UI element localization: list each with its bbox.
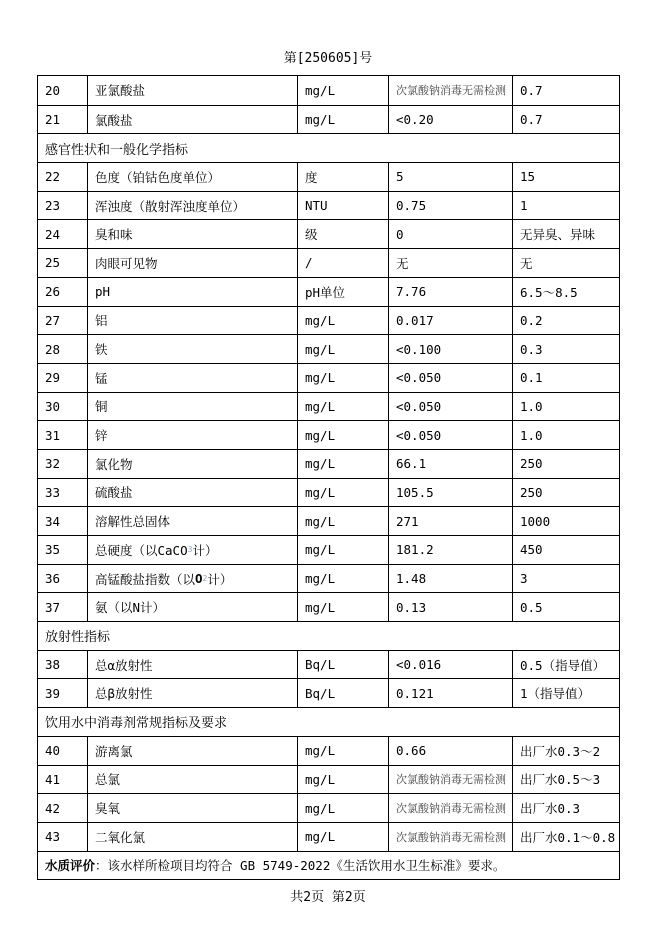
measured-value: 1.48 bbox=[388, 565, 512, 593]
evaluation-row bbox=[38, 851, 619, 880]
measured-value: 5 bbox=[388, 163, 512, 191]
unit-value: / bbox=[297, 249, 388, 277]
row-number: 28 bbox=[45, 341, 61, 357]
limit-value: 1 bbox=[512, 192, 619, 220]
item-name: 氯酸盐 bbox=[87, 106, 297, 134]
section-title: 感官性状和一般化学指标 bbox=[45, 142, 189, 158]
unit-value: NTU bbox=[297, 192, 388, 220]
row-number: 30 bbox=[45, 398, 61, 414]
item-name: 总α放射性 bbox=[87, 651, 297, 679]
row-number: 32 bbox=[45, 456, 61, 472]
item-name: 铝 bbox=[87, 307, 297, 335]
unit-value: mg/L bbox=[297, 76, 388, 105]
row-number: 36 bbox=[45, 571, 61, 587]
limit-value: 0.5 bbox=[512, 593, 619, 621]
row-number: 24 bbox=[45, 226, 61, 242]
limit-value: 3 bbox=[512, 565, 619, 593]
item-name: 臭和味 bbox=[87, 220, 297, 248]
page-footer: 共2页 第2页 bbox=[290, 890, 366, 905]
unit-value: 级 bbox=[297, 220, 388, 248]
measured-value: 0 bbox=[388, 220, 512, 248]
measured-value: 0.121 bbox=[388, 679, 512, 707]
item-name: 锰 bbox=[87, 364, 297, 392]
measured-value: <0.050 bbox=[388, 421, 512, 449]
limit-value: 0.1 bbox=[512, 364, 619, 392]
limit-value: 0.3 bbox=[512, 335, 619, 363]
limit-value: 无异臭、异味 bbox=[512, 220, 619, 248]
measured-value: 次氯酸钠消毒无需检测 bbox=[388, 766, 512, 794]
unit-value: mg/L bbox=[297, 364, 388, 392]
measured-value: 0.017 bbox=[388, 307, 512, 335]
doc-number: 第[250605]号 bbox=[283, 51, 373, 66]
measured-value: 181.2 bbox=[388, 536, 512, 564]
item-name: 锌 bbox=[87, 421, 297, 449]
table-row bbox=[38, 765, 619, 794]
row-number: 29 bbox=[45, 370, 61, 386]
row-number: 33 bbox=[45, 484, 61, 500]
unit-value: mg/L bbox=[297, 766, 388, 794]
unit-value: mg/L bbox=[297, 450, 388, 478]
measured-value: 7.76 bbox=[388, 278, 512, 306]
limit-value: 1.0 bbox=[512, 421, 619, 449]
unit-value: Bq/L bbox=[297, 651, 388, 679]
row-number: 39 bbox=[45, 685, 61, 701]
measured-value: 次氯酸钠消毒无需检测 bbox=[388, 823, 512, 851]
table-row bbox=[38, 592, 619, 621]
measured-value: <0.20 bbox=[388, 106, 512, 134]
section-header-row bbox=[38, 621, 619, 650]
item-name: 氯化物 bbox=[87, 450, 297, 478]
item-name: 铁 bbox=[87, 335, 297, 363]
limit-value: 无 bbox=[512, 249, 619, 277]
table-row bbox=[38, 650, 619, 679]
table-row bbox=[38, 363, 619, 392]
table-row bbox=[38, 334, 619, 363]
limit-value: 15 bbox=[512, 163, 619, 191]
measured-value: 271 bbox=[388, 507, 512, 535]
item-name: 色度（铂钴色度单位） bbox=[87, 163, 297, 191]
measured-value: <0.016 bbox=[388, 651, 512, 679]
unit-value: mg/L bbox=[297, 393, 388, 421]
measured-value: <0.050 bbox=[388, 393, 512, 421]
unit-value: mg/L bbox=[297, 536, 388, 564]
row-number: 26 bbox=[45, 284, 61, 300]
table-row bbox=[38, 277, 619, 306]
limit-value: 出厂水0.1～0.8 bbox=[512, 823, 619, 851]
measured-value: <0.100 bbox=[388, 335, 512, 363]
limit-value: 450 bbox=[512, 536, 619, 564]
row-number: 35 bbox=[45, 542, 61, 558]
item-name: 铜 bbox=[87, 393, 297, 421]
item-name: 高锰酸盐指数（以 O 2 计） bbox=[87, 565, 297, 593]
row-number: 31 bbox=[45, 427, 61, 443]
limit-value: 出厂水0.3～2 bbox=[512, 737, 619, 765]
row-number: 38 bbox=[45, 657, 61, 673]
table-row bbox=[38, 506, 619, 535]
row-number: 27 bbox=[45, 312, 61, 328]
item-name: 总硬度（以CaCO 3 计） bbox=[87, 536, 297, 564]
item-name: 浑浊度（散射浑浊度单位） bbox=[87, 192, 297, 220]
table-row bbox=[38, 478, 619, 507]
item-name: 亚氯酸盐 bbox=[87, 76, 297, 105]
table-row bbox=[38, 736, 619, 765]
evaluation-label: 水质评价 bbox=[45, 858, 96, 874]
item-name: 游离氯 bbox=[87, 737, 297, 765]
measured-value: 0.13 bbox=[388, 593, 512, 621]
row-number: 42 bbox=[45, 800, 61, 816]
measured-value: 0.66 bbox=[388, 737, 512, 765]
unit-value: mg/L bbox=[297, 307, 388, 335]
limit-value: 1（指导值） bbox=[512, 679, 619, 707]
section-header-row bbox=[38, 133, 619, 162]
limit-value: 0.7 bbox=[512, 76, 619, 105]
table-row bbox=[38, 793, 619, 822]
unit-value: pH单位 bbox=[297, 278, 388, 306]
measured-value: <0.050 bbox=[388, 364, 512, 392]
unit-value: mg/L bbox=[297, 507, 388, 535]
table-row bbox=[38, 822, 619, 851]
item-name: 二氧化氯 bbox=[87, 823, 297, 851]
section-title: 饮用水中消毒剂常规指标及要求 bbox=[45, 716, 228, 732]
limit-value: 出厂水0.5～3 bbox=[512, 766, 619, 794]
measured-value: 66.1 bbox=[388, 450, 512, 478]
item-name: 氨（以N计） bbox=[87, 593, 297, 621]
row-number: 25 bbox=[45, 255, 61, 271]
row-number: 20 bbox=[45, 82, 61, 98]
table-row bbox=[38, 449, 619, 478]
table-row bbox=[38, 76, 619, 105]
measured-value: 0.75 bbox=[388, 192, 512, 220]
unit-value: mg/L bbox=[297, 794, 388, 822]
measured-value: 次氯酸钠消毒无需检测 bbox=[388, 76, 512, 105]
measured-value: 次氯酸钠消毒无需检测 bbox=[388, 794, 512, 822]
table-row bbox=[38, 162, 619, 191]
unit-value: mg/L bbox=[297, 479, 388, 507]
item-name: 硫酸盐 bbox=[87, 479, 297, 507]
row-number: 34 bbox=[45, 513, 61, 529]
unit-value: mg/L bbox=[297, 106, 388, 134]
row-number: 21 bbox=[45, 112, 61, 128]
table-row bbox=[38, 306, 619, 335]
unit-value: mg/L bbox=[297, 335, 388, 363]
row-number: 40 bbox=[45, 743, 61, 759]
unit-value: mg/L bbox=[297, 593, 388, 621]
section-title: 放射性指标 bbox=[45, 630, 111, 646]
evaluation-text: ：该水样所检项目均符合 GB 5749-2022《生活饮用水卫生标准》要求。 bbox=[95, 858, 506, 874]
measured-value: 无 bbox=[388, 249, 512, 277]
section-header-row bbox=[38, 707, 619, 736]
row-number: 37 bbox=[45, 599, 61, 615]
unit-value: Bq/L bbox=[297, 679, 388, 707]
table-row bbox=[38, 191, 619, 220]
item-name: pH bbox=[87, 278, 297, 306]
item-name: 臭氧 bbox=[87, 794, 297, 822]
water-quality-table bbox=[37, 75, 620, 880]
unit-value: mg/L bbox=[297, 421, 388, 449]
table-row bbox=[38, 105, 619, 134]
row-number: 22 bbox=[45, 169, 61, 185]
item-name: 溶解性总固体 bbox=[87, 507, 297, 535]
table-row bbox=[38, 420, 619, 449]
limit-value: 1.0 bbox=[512, 393, 619, 421]
table-row bbox=[38, 564, 619, 593]
limit-value: 250 bbox=[512, 479, 619, 507]
limit-value: 6.5～8.5 bbox=[512, 278, 619, 306]
table-row bbox=[38, 678, 619, 707]
unit-value: mg/L bbox=[297, 823, 388, 851]
table-row bbox=[38, 248, 619, 277]
limit-value: 0.7 bbox=[512, 106, 619, 134]
limit-value: 250 bbox=[512, 450, 619, 478]
table-row bbox=[38, 219, 619, 248]
table-row bbox=[38, 535, 619, 564]
item-name: 肉眼可见物 bbox=[87, 249, 297, 277]
item-name: 总β放射性 bbox=[87, 679, 297, 707]
unit-value: 度 bbox=[297, 163, 388, 191]
limit-value: 0.2 bbox=[512, 307, 619, 335]
item-name: 总氯 bbox=[87, 766, 297, 794]
unit-value: mg/L bbox=[297, 737, 388, 765]
limit-value: 1000 bbox=[512, 507, 619, 535]
table-row bbox=[38, 392, 619, 421]
row-number: 43 bbox=[45, 829, 61, 845]
row-number: 41 bbox=[45, 771, 61, 787]
measured-value: 105.5 bbox=[388, 479, 512, 507]
row-number: 23 bbox=[45, 198, 61, 214]
unit-value: mg/L bbox=[297, 565, 388, 593]
limit-value: 0.5（指导值） bbox=[512, 651, 619, 679]
limit-value: 出厂水0.3 bbox=[512, 794, 619, 822]
